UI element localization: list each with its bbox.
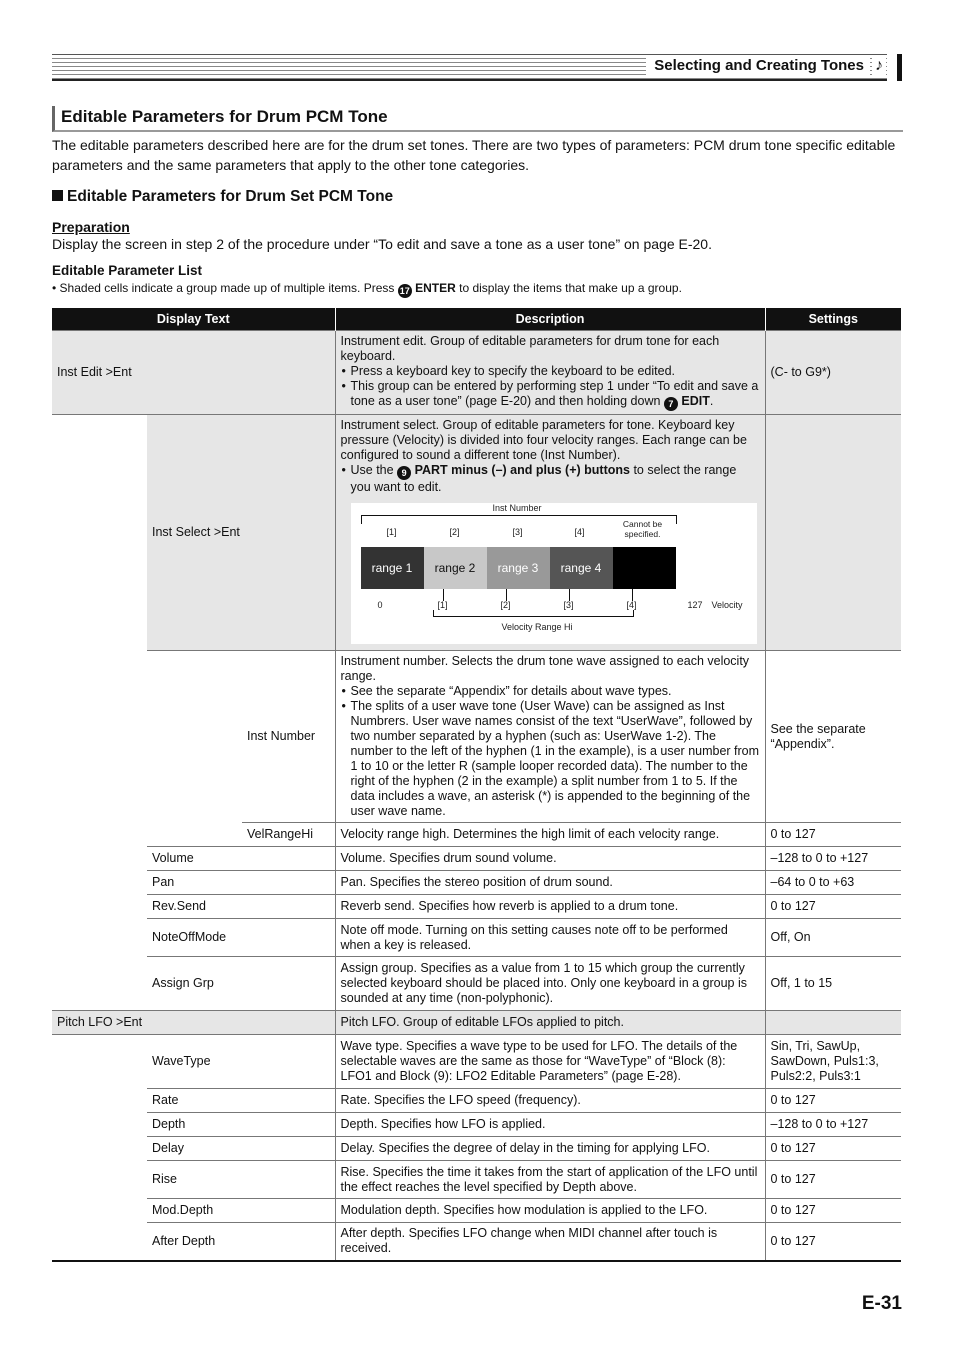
indent-cell (147, 823, 242, 847)
bullet-item: • Press a keyboard key to specify the keyboard to be edited. (351, 364, 760, 379)
button-number-icon: 9 (397, 466, 411, 480)
preparation-text: Display the screen in step 2 of the procedure under “To edit and save a tone as a user tone” on page E-20. (52, 236, 712, 252)
indent-cell (52, 1113, 147, 1137)
settings-cell: 0 to 127 (765, 1137, 901, 1161)
top-mark: [3] (512, 527, 523, 537)
description-cell (335, 331, 765, 415)
subsection-title: Editable Parameters for Drum Set PCM Tone (67, 188, 394, 205)
description-cell: Rate. Specifies the LFO speed (frequency). (335, 1089, 765, 1113)
note-text: Shaded cells indicate a group made up of multiple items. Press (59, 281, 395, 295)
indent-cell (52, 1089, 147, 1113)
display-cell: NoteOffMode (147, 919, 335, 957)
header-title: Selecting and Creating Tones (646, 57, 870, 75)
description-text: Instrument edit. Group of editable parameters for drum tone for each keyboard. (340, 334, 720, 363)
table-row (52, 1161, 901, 1199)
table-row (52, 331, 901, 415)
cannot-specify-label: Cannot be specified. (622, 519, 663, 539)
description-cell: Velocity range high. Determines the high limit of each velocity range. (335, 823, 765, 847)
description-cell: Volume. Specifies drum sound volume. (335, 847, 765, 871)
settings-cell: 0 to 127 (765, 1223, 901, 1261)
bullet-text: This group can be entered by performing step 1 under “To edit and save a tone as a user tone” (page E-20) and then holding down (350, 379, 759, 408)
indent-cell (52, 847, 147, 871)
parameter-list-note: • Shaded cells indicate a group made up of multiple items. Press 17 ENTER to display the items that make up a group. (52, 281, 682, 296)
settings-cell: Sin, Tri, SawUp, SawDown, Puls1:3, Puls2:2, Puls3:1 (765, 1035, 901, 1089)
display-cell: Pan (147, 871, 335, 895)
description-cell: Reverb send. Specifies how reverb is applied to a drum tone. (335, 895, 765, 919)
button-number-icon: 17 (399, 286, 410, 296)
description-text: Instrument number. Selects the drum tone wave assigned to each velocity range. (340, 654, 750, 683)
bullet-item: • See the separate “Appendix” for details about wave types. (351, 684, 760, 699)
range-3-box: range 3 (487, 547, 550, 589)
description-cell: Pan. Specifies the stereo position of drum sound. (335, 871, 765, 895)
bullet-text-end: to select the range you want to edit. (350, 463, 737, 494)
page-header (52, 54, 902, 80)
display-cell: Rate (147, 1089, 335, 1113)
settings-cell: –128 to 0 to +127 (765, 1113, 901, 1137)
display-cell: Pitch LFO >Ent (52, 1011, 335, 1035)
bullet-item (351, 379, 760, 411)
display-cell: Volume (147, 847, 335, 871)
display-cell: WaveType (147, 1035, 335, 1089)
settings-cell (765, 415, 901, 651)
display-cell: Inst Edit >Ent (52, 331, 335, 415)
table-row (52, 919, 901, 957)
velocity-min-label: 0 (377, 600, 383, 610)
bullet-text: Use the (350, 463, 394, 477)
settings-cell: 0 to 127 (765, 895, 901, 919)
settings-cell: 0 to 127 (765, 823, 901, 847)
display-cell: Rev.Send (147, 895, 335, 919)
indent-cell (52, 1035, 147, 1089)
preparation-label: Preparation (52, 219, 130, 235)
display-cell: Inst Select >Ent (147, 415, 335, 651)
inst-number-label: Inst Number (492, 503, 542, 513)
unspecified-range-box (613, 547, 676, 589)
table-row (52, 957, 901, 1011)
velocity-range-hi-bracket (433, 610, 634, 617)
description-cell: Rise. Specifies the time it takes from the start of application of the LFO until the effect reaches the level specified by Depth above. (335, 1161, 765, 1199)
display-cell: Depth (147, 1113, 335, 1137)
settings-cell (765, 1011, 901, 1035)
bullet-item: • The splits of a user wave tone (User Wave) can be assigned as Inst Numbrers. User wave names consist of the text “UserWave”, followed by two number separated by a hyphen (such as: UserWave 1-2). The number to the left of the hyphen (1 in the example), is a user number from 1 to 10 or the letter R (sample looper recorded data). The number to the right of the hyphen (2 in the example) a split number from 1 to 5. If the data includes a wave, an asterisk (*) is appended to the beginning of the user wave name. (351, 699, 760, 819)
indent-cell (52, 1137, 147, 1161)
bullet-text-end: . (709, 394, 714, 408)
table-row (52, 1137, 901, 1161)
music-note-icon: ♪ (872, 56, 886, 76)
part-buttons-label: PART minus (–) and plus (+) buttons (414, 463, 630, 477)
range-4-box: range 4 (550, 547, 613, 589)
top-mark: [4] (574, 527, 585, 537)
bottom-mark: [2] (500, 600, 511, 610)
table-row (52, 1223, 901, 1261)
indent-cell (52, 919, 147, 957)
indent-cell (52, 823, 147, 847)
indent-cell (52, 957, 147, 1011)
table-row (52, 823, 901, 847)
page-number: E-31 (861, 1293, 902, 1314)
subsection-heading (52, 188, 393, 206)
settings-cell: 0 to 127 (765, 1089, 901, 1113)
parameter-table (52, 308, 901, 1262)
header-description: Description (335, 308, 765, 331)
indent-cell (52, 871, 147, 895)
settings-cell: 0 to 127 (765, 1161, 901, 1199)
description-cell: Delay. Specifies the degree of delay in the timing for applying LFO. (335, 1137, 765, 1161)
settings-cell: 0 to 127 (765, 1199, 901, 1223)
table-row (52, 895, 901, 919)
table-row (52, 871, 901, 895)
square-bullet-icon (52, 190, 63, 201)
bottom-mark: [4] (626, 600, 637, 610)
indent-cell (52, 1199, 147, 1223)
header-settings: Settings (765, 308, 901, 331)
table-header-row (52, 308, 901, 331)
display-cell: Delay (147, 1137, 335, 1161)
table-row (52, 847, 901, 871)
display-cell: VelRangeHi (242, 823, 335, 847)
note-text-end: to display the items that make up a group. (459, 281, 682, 295)
indent-cell (52, 651, 147, 823)
description-cell (335, 651, 765, 823)
intro-paragraph: The editable parameters described here are for the drum set tones. There are two types of parameters: PCM drum tone specific editable parameters and the same parameters that apply to the other tone categories. (52, 137, 896, 173)
parameter-list-label: Editable Parameter List (52, 263, 203, 278)
table-row (52, 1113, 901, 1137)
velocity-range-diagram (351, 503, 757, 644)
description-text: Instrument select. Group of editable parameters for tone. Keyboard key pressure (Velocity) is divided into four velocity ranges. Each range can be configured to sound a different tone (Inst Number). (340, 418, 747, 462)
display-cell: Inst Number (242, 651, 335, 823)
velocity-range-hi-label: Velocity Range Hi (501, 622, 573, 632)
table-row (52, 1089, 901, 1113)
display-cell: After Depth (147, 1223, 335, 1261)
velocity-max-label: 127 (687, 600, 703, 610)
description-cell (335, 415, 765, 651)
table-row (52, 1035, 901, 1089)
button-number-icon: 7 (664, 397, 678, 411)
settings-cell: Off, On (765, 919, 901, 957)
indent-cell (147, 651, 242, 823)
table-row (52, 651, 901, 823)
indent-cell (52, 895, 147, 919)
enter-button-label: ENTER (415, 281, 456, 295)
edit-button-label: EDIT (681, 394, 710, 408)
indent-cell (52, 1161, 147, 1199)
indent-cell (52, 1223, 147, 1261)
top-mark: [2] (449, 527, 460, 537)
display-cell: Mod.Depth (147, 1199, 335, 1223)
table-row (52, 1011, 901, 1035)
indent-cell (52, 415, 147, 651)
description-cell: Assign group. Specifies as a value from 1 to 15 which group the currently selected keyboard should be placed into. Only one keyboard in a group is sounded at any time (non-polyphonic). (335, 957, 765, 1011)
settings-cell: (C- to G9*) (765, 331, 901, 415)
velocity-label: Velocity (711, 600, 743, 610)
description-cell: Note off mode. Turning on this setting causes note off to be performed when a key is released. (335, 919, 765, 957)
bottom-mark: [1] (437, 600, 448, 610)
section-title: Editable Parameters for Drum PCM Tone (61, 107, 388, 126)
header-display-text: Display Text (52, 308, 335, 331)
settings-cell: –64 to 0 to +63 (765, 871, 901, 895)
range-1-box: range 1 (361, 547, 424, 589)
table-row (52, 1199, 901, 1223)
settings-cell: Off, 1 to 15 (765, 957, 901, 1011)
table-row (52, 415, 901, 651)
display-cell: Assign Grp (147, 957, 335, 1011)
section-heading (52, 106, 903, 132)
settings-cell: –128 to 0 to +127 (765, 847, 901, 871)
description-cell: Depth. Specifies how LFO is applied. (335, 1113, 765, 1137)
description-cell: Modulation depth. Specifies how modulation is applied to the LFO. (335, 1199, 765, 1223)
header-end-bar (897, 54, 902, 81)
settings-cell: See the separate “Appendix”. (765, 651, 901, 823)
display-cell: Rise (147, 1161, 335, 1199)
range-2-box: range 2 (424, 547, 487, 589)
description-cell: After depth. Specifies LFO change when MIDI channel after touch is received. (335, 1223, 765, 1261)
description-cell: Pitch LFO. Group of editable LFOs applied to pitch. (335, 1011, 765, 1035)
top-mark: [1] (386, 527, 397, 537)
bottom-mark: [3] (563, 600, 574, 610)
bullet-item (351, 463, 760, 495)
description-cell: Wave type. Specifies a wave type to be used for LFO. The details of the selectable waves are the same as those for “WaveType” of “Block (8): LFO1 and Block (9): LFO2 Editable Parameters” (page E-28). (335, 1035, 765, 1089)
